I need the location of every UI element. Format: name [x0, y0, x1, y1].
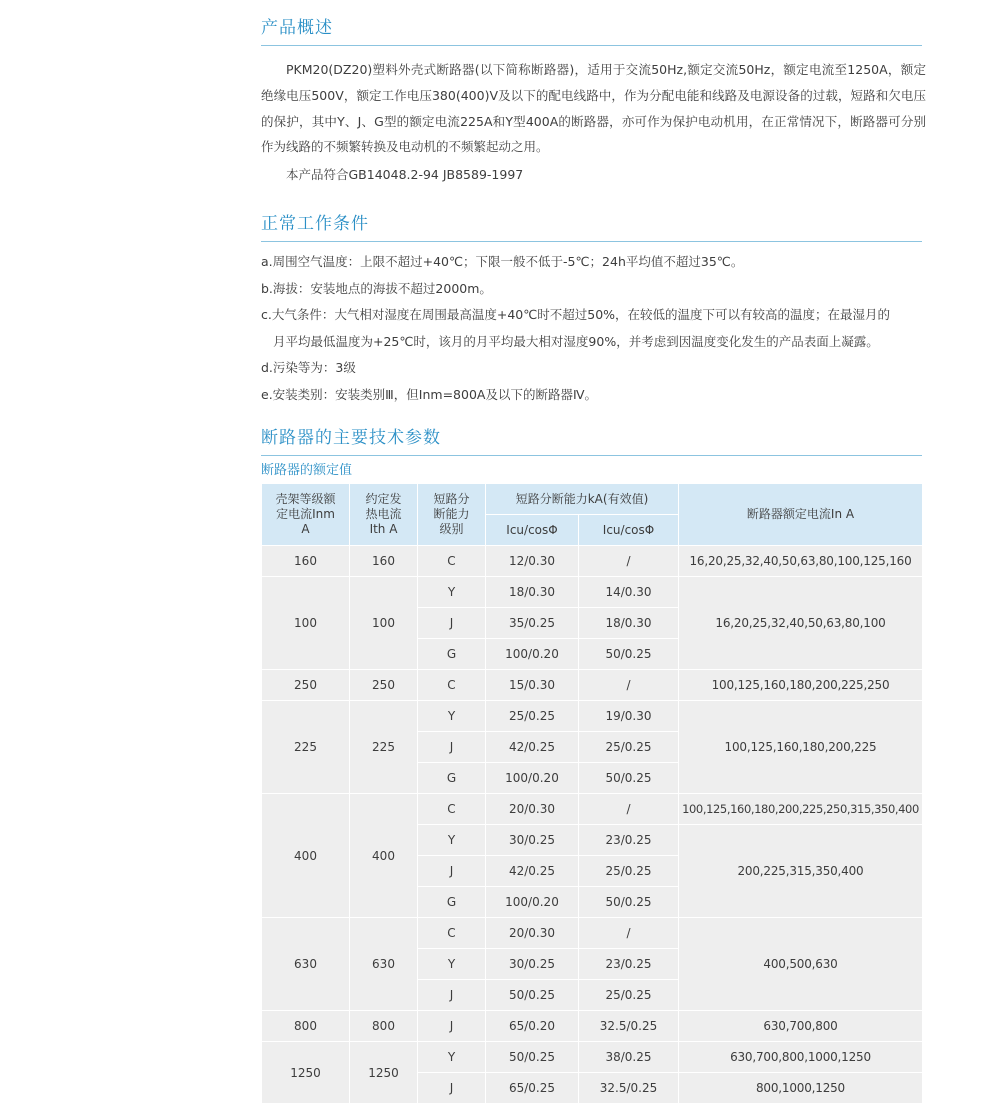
- ics-cell: 14/0.30: [579, 577, 679, 608]
- in-range-cell: 16,20,25,32,40,50,63,80,100,125,160: [679, 546, 923, 577]
- level-cell: J: [418, 732, 486, 763]
- level-cell: Y: [418, 701, 486, 732]
- level-cell: G: [418, 639, 486, 670]
- level-cell: C: [418, 918, 486, 949]
- in-range-cell: 630,700,800: [679, 1011, 923, 1042]
- ics-cell: /: [579, 794, 679, 825]
- overview-paragraph: PKM20(DZ20)塑料外壳式断路器(以下简称断路器)，适用于交流50Hz,额定交流50Hz，额定电流至1250A，额定绝缘电压500V，额定工作电压380(400)V及以下的配电线路中，作为分配电能和线路及电源设备的过载，短路和欠电压的保护，其中Y、J、G型的额定电流225A和Y型400A的断路器，亦可作为保护电动机用，在正常情况下，断路器可分别作为线路的不频繁转换及电动机的不频繁起动之用。: [261, 62, 926, 155]
- overview-title: 产品概述: [261, 17, 922, 46]
- ics-cell: /: [579, 670, 679, 701]
- in-range-cell: 100,125,160,180,200,225,250,315,350,400: [679, 794, 923, 825]
- inm-cell: 1250: [262, 1042, 350, 1104]
- table-row: [262, 1042, 923, 1073]
- table-row: [262, 794, 923, 825]
- level-cell: J: [418, 980, 486, 1011]
- ith-cell: 160: [350, 546, 418, 577]
- icu-cell: 30/0.25: [486, 825, 579, 856]
- params-title: 断路器的主要技术参数: [261, 427, 922, 456]
- ics-cell: 50/0.25: [579, 639, 679, 670]
- ith-cell: 400: [350, 794, 418, 918]
- icu-cell: 100/0.20: [486, 639, 579, 670]
- table-row: [262, 918, 923, 949]
- header-ics: Icu/cosΦ: [579, 515, 679, 546]
- icu-cell: 65/0.20: [486, 1011, 579, 1042]
- in-range-cell: 800,1000,1250: [679, 1073, 923, 1104]
- icu-cell: 50/0.25: [486, 980, 579, 1011]
- condition-d: d.污染等为：3级: [261, 360, 356, 375]
- inm-cell: 100: [262, 577, 350, 670]
- condition-b: b.海拔：安装地点的海拔不超过2000m。: [261, 280, 492, 296]
- level-cell: J: [418, 1073, 486, 1104]
- header-icu: Icu/cosΦ: [486, 515, 579, 546]
- ics-cell: 25/0.25: [579, 732, 679, 763]
- inm-cell: 630: [262, 918, 350, 1011]
- conditions-title: 正常工作条件: [261, 213, 922, 242]
- in-range-cell: 630,700,800,1000,1250: [679, 1042, 923, 1073]
- table-row: [262, 546, 923, 577]
- ics-cell: 25/0.25: [579, 980, 679, 1011]
- level-cell: J: [418, 1011, 486, 1042]
- in-range-cell: 100,125,160,180,200,225: [679, 701, 923, 794]
- level-cell: C: [418, 670, 486, 701]
- standard-paragraph: 本产品符合GB14048.2-94 JB8589-1997: [286, 167, 524, 182]
- header-level: 短路分断能力级别: [418, 484, 486, 546]
- ics-cell: 19/0.30: [579, 701, 679, 732]
- icu-cell: 42/0.25: [486, 732, 579, 763]
- icu-cell: 30/0.25: [486, 949, 579, 980]
- ith-cell: 630: [350, 918, 418, 1011]
- inm-cell: 225: [262, 701, 350, 794]
- ith-cell: 100: [350, 577, 418, 670]
- inm-cell: 250: [262, 670, 350, 701]
- icu-cell: 15/0.30: [486, 670, 579, 701]
- ith-cell: 250: [350, 670, 418, 701]
- ics-cell: 38/0.25: [579, 1042, 679, 1073]
- level-cell: C: [418, 794, 486, 825]
- ith-cell: 225: [350, 701, 418, 794]
- header-breaking-capacity: 短路分断能力kA(有效值): [486, 484, 679, 515]
- level-cell: Y: [418, 949, 486, 980]
- level-cell: G: [418, 887, 486, 918]
- params-subtitle: 断路器的额定值: [261, 463, 353, 478]
- in-range-cell: 16,20,25,32,40,50,63,80,100: [679, 577, 923, 670]
- ics-cell: 32.5/0.25: [579, 1011, 679, 1042]
- in-range-cell: 200,225,315,350,400: [679, 825, 923, 918]
- level-cell: C: [418, 546, 486, 577]
- icu-cell: 65/0.25: [486, 1073, 579, 1104]
- table-row: [262, 1011, 923, 1042]
- ics-cell: /: [579, 918, 679, 949]
- in-range-cell: 100,125,160,180,200,225,250: [679, 670, 923, 701]
- condition-a: a.周围空气温度：上限不超过+40℃；下限一般不低于-5℃；24h平均值不超过35℃。: [261, 254, 744, 269]
- conditions-list: [261, 249, 926, 408]
- ics-cell: 50/0.25: [579, 887, 679, 918]
- icu-cell: 25/0.25: [486, 701, 579, 732]
- header-ith: 约定发热电流Ith A: [350, 484, 418, 546]
- condition-c-line1: c.大气条件：大气相对湿度在周围最高温度+40℃时不超过50%，在较低的温度下可以有较高的温度；在最湿月的: [261, 307, 891, 322]
- icu-cell: 42/0.25: [486, 856, 579, 887]
- level-cell: G: [418, 763, 486, 794]
- level-cell: Y: [418, 825, 486, 856]
- table-row: [262, 577, 923, 608]
- level-cell: J: [418, 856, 486, 887]
- ics-cell: 23/0.25: [579, 825, 679, 856]
- inm-cell: 160: [262, 546, 350, 577]
- icu-cell: 20/0.30: [486, 794, 579, 825]
- icu-cell: 100/0.20: [486, 763, 579, 794]
- ics-cell: 18/0.30: [579, 608, 679, 639]
- rating-table: [261, 483, 923, 1104]
- icu-cell: 50/0.25: [486, 1042, 579, 1073]
- ics-cell: 23/0.25: [579, 949, 679, 980]
- icu-cell: 12/0.30: [486, 546, 579, 577]
- ics-cell: 25/0.25: [579, 856, 679, 887]
- icu-cell: 18/0.30: [486, 577, 579, 608]
- header-inm: 壳架等级额定电流Inm A: [262, 484, 350, 546]
- ics-cell: /: [579, 546, 679, 577]
- ith-cell: 1250: [350, 1042, 418, 1104]
- table-row: [262, 701, 923, 732]
- icu-cell: 20/0.30: [486, 918, 579, 949]
- condition-e: e.安装类别：安装类别Ⅲ，但Inm=800A及以下的断路器Ⅳ。: [261, 386, 597, 402]
- icu-cell: 100/0.20: [486, 887, 579, 918]
- condition-c-line2: 月平均最低温度为+25℃时，该月的月平均最大相对湿度90%，并考虑到因温度变化发生的产品表面上凝露。: [273, 333, 879, 349]
- table-row: [262, 670, 923, 701]
- ics-cell: 50/0.25: [579, 763, 679, 794]
- icu-cell: 35/0.25: [486, 608, 579, 639]
- level-cell: Y: [418, 1042, 486, 1073]
- header-rated-current: 断路器额定电流In A: [679, 484, 923, 546]
- level-cell: J: [418, 608, 486, 639]
- ith-cell: 800: [350, 1011, 418, 1042]
- level-cell: Y: [418, 577, 486, 608]
- ics-cell: 32.5/0.25: [579, 1073, 679, 1104]
- inm-cell: 400: [262, 794, 350, 918]
- in-range-cell: 400,500,630: [679, 918, 923, 1011]
- inm-cell: 800: [262, 1011, 350, 1042]
